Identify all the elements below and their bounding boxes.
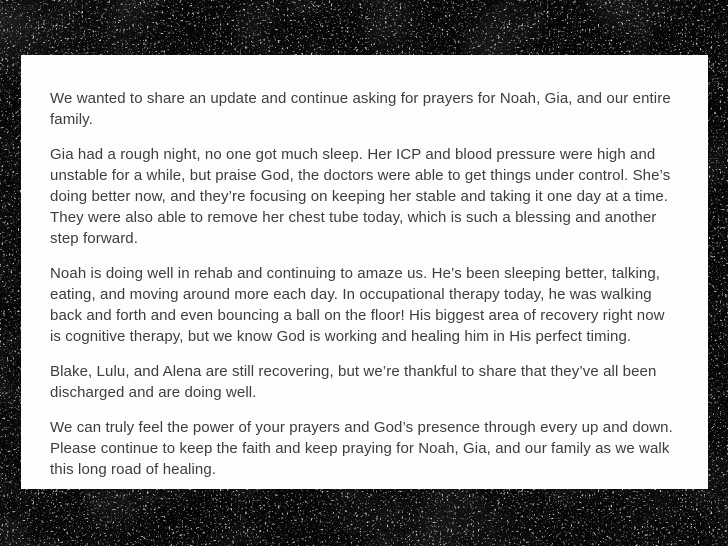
statement-paragraph-noah-update: Noah is doing well in rehab and continuing to amaze us. He’s been sleeping better, talking, eating, and moving around more each day. In occupational therapy today, he was walking back and forth and even bouncing a ball on the floor! His biggest area of recovery right now is cognitive therapy, but we know God is working and healing him in His perfect timing. [50,265,665,345]
statement-paragraph-gia-update: Gia had a rough night, no one got much sleep. Her ICP and blood pressure were high and unstable for a while, but praise God, the doctors were able to get things under control. She’s doing better now, and they’re focusing on keeping her stable and taking it one day at a time. They were also able to remove her chest tube today, which is such a blessing and another step forward. [50,146,671,247]
statement-paragraph-intro: We wanted to share an update and continue asking for prayers for Noah, Gia, and our entire family. [50,90,671,128]
statement-paragraph-closing: We can truly feel the power of your prayers and God’s presence through every up and down. Please continue to keep the faith and keep praying for Noah, Gia, and our family as we walk this long road of healing. [50,419,673,478]
statement-card [21,55,708,489]
statement-paragraph-family-update: Blake, Lulu, and Alena are still recovering, but we’re thankful to share that they’ve all been discharged and are doing well. [50,363,657,401]
